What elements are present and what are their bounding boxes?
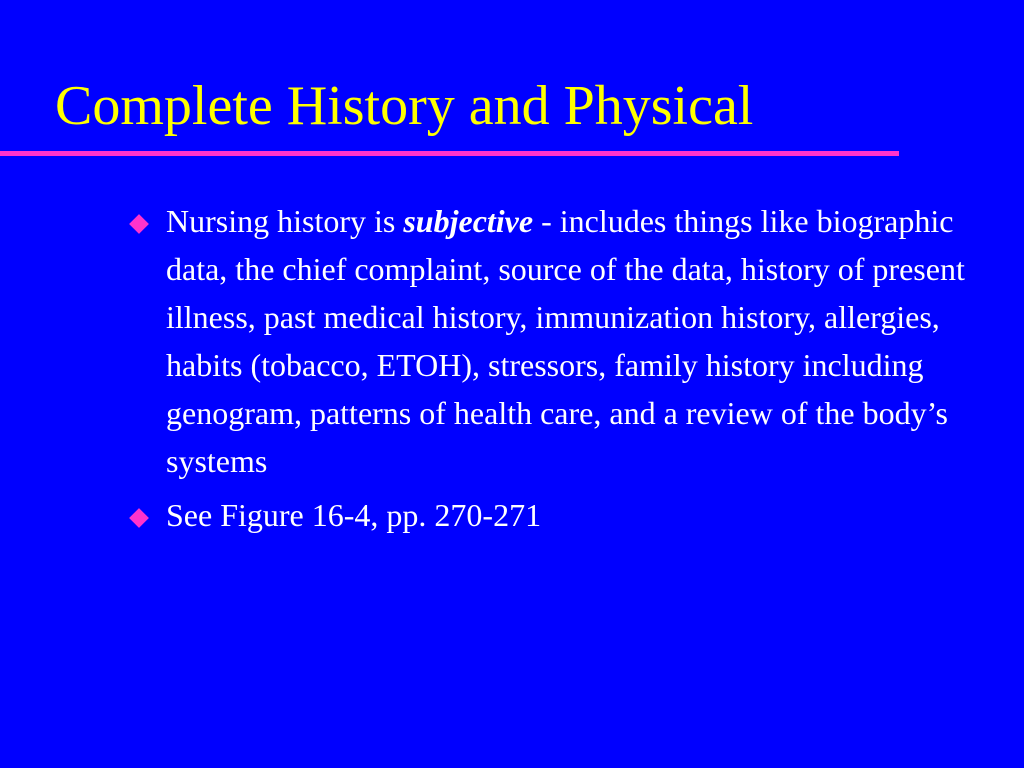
bullet-item-figure-reference [132, 491, 982, 539]
bullet-text-lead: Nursing history is [166, 203, 404, 239]
bullet-text: See Figure 16-4, pp. 270-271 [166, 497, 542, 533]
title-underline-rule [0, 151, 899, 156]
emphasized-term: subjective [403, 203, 534, 239]
slide-title: Complete History and Physical [55, 75, 754, 137]
bullet-text [166, 197, 982, 485]
bullet-list [132, 197, 982, 545]
diamond-bullet-icon [129, 508, 149, 528]
bullet-item-nursing-history [132, 197, 982, 485]
diamond-bullet-icon [129, 214, 149, 234]
bullet-text-rest: - includes things like biographic data, the chief complaint, source of the data, history of present illness, past medical history, immunization history, allergies, habits (tobacco, ETOH), stressors, family history including genogram, patterns of health care, and a review of the body’s systems [166, 203, 965, 479]
